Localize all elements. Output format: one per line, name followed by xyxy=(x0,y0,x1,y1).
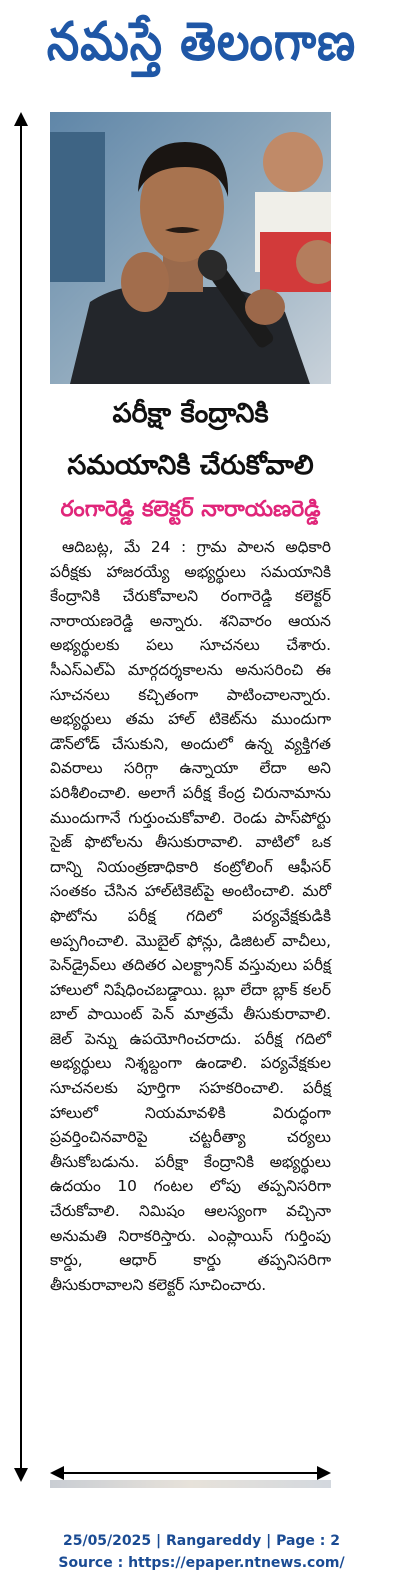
newspaper-title: నమస్తే తెలంగాణ xyxy=(46,9,357,72)
headline-line-2: సమయానికి చేరుకోవాలి xyxy=(67,450,314,481)
vertical-measure-arrow xyxy=(14,112,28,1482)
masthead xyxy=(0,0,403,95)
footer-source: Source : https://epaper.ntnews.com/ xyxy=(58,1555,345,1571)
article-headline xyxy=(50,388,331,492)
article-body: ఆదిబట్ల, మే 24 : గ్రామ పాలన అధికారి పరీక్షకు హాజరయ్యే అభ్యర్థులు సమయానికి కేంద్రానికి చేరుకోవాలని రంగారెడ్డి కలెక్టర్ నారాయణరెడ్డి అన్నారు. శనివారం ఆయన అభ్యర్థులకు పలు సూచనలు చేశారు. సీఎస్ఎల్ఏ మార్గదర్శకాలను అనుసరించి ఈ సూచనలు కచ్చితంగా పాటించాలన్నారు. అభ్యర్థులు తమ హాల్ టికెట్‌ను ముందుగా డౌన్‌లోడ్ చేసుకుని, అందులో ఉన్న వ్యక్తిగత వివరాలు సరిగ్గా ఉన్నాయా లేదా అని పరిశీలించాలి. అలాగే పరీక్ష కేంద్ర చిరునామాను ముందుగానే గుర్తుంచుకోవాలి. రెండు పాస్‌పోర్టు సైజ్ ఫొటోలను తీసుకురావాలి. వాటిలో ఒక దాన్ని నియంత్రణాధికారి కంట్రోలింగ్ ఆఫీసర్ సంతకం చేసిన హాల్‌టికెట్‌పై అంటించాలి. మరో ఫొటోను పరీక్ష గదిలో పర్యవేక్షకుడికి అప్పగించాలి. మొబైల్ ఫోన్లు, డిజిటల్ వాచీలు, పెన్‌డ్రైవ్‌లు తదితర ఎలక్ట్రానిక్ వస్తువులు పరీక్ష హాలులో నిషేధించబడ్డాయి. బ్లూ లేదా బ్లాక్ కలర్ బాల్ పాయింట్ పెన్ మాత్రమే తీసుకురావాలి. జెల్ పెన్ను ఉపయోగించరాదు. పరీక్ష గదిలో అభ్యర్థులు నిశ్శబ్దంగా ఉండాలి. పర్యవేక్షకుల సూచనలకు పూర్తిగా సహకరించాలి. పరీక్ష హాలులో నియమావళికి విరుద్ధంగా ప్రవర్తించినవారిపై చట్టరీత్యా చర్యలు తీసుకోబడును. పరీక్షా కేంద్రానికి అభ్యర్థులు ఉదయం 10 గంటల లోపు తప్పనిసరిగా చేరుకోవాలి. నిమిషం ఆలస్యంగా వచ్చినా అనుమతి నిరాకరిస్తారు. ఎంప్లాయిస్ గుర్తింపు కార్డు, ఆధార్ కార్డు తప్పనిసరిగా తీసుకురావాలని కలెక్టర్ సూచించారు. xyxy=(50,538,331,1294)
page-footer xyxy=(0,1530,403,1574)
arrow-right-icon xyxy=(317,1466,331,1480)
footer-date-edition: 25/05/2025 | Rangareddy | Page : 2 xyxy=(62,1533,341,1549)
article-subheadline: రంగారెడ్డి కలెక్టర్ నారాయణరెడ్డి xyxy=(60,497,321,522)
arrow-down-icon xyxy=(14,1468,28,1482)
horizontal-measure-arrow xyxy=(50,1466,331,1480)
next-photo-edge xyxy=(50,1480,331,1488)
headline-line-1: పరీక్షా కేంద్రానికి xyxy=(112,398,269,429)
article-photo xyxy=(50,112,331,384)
